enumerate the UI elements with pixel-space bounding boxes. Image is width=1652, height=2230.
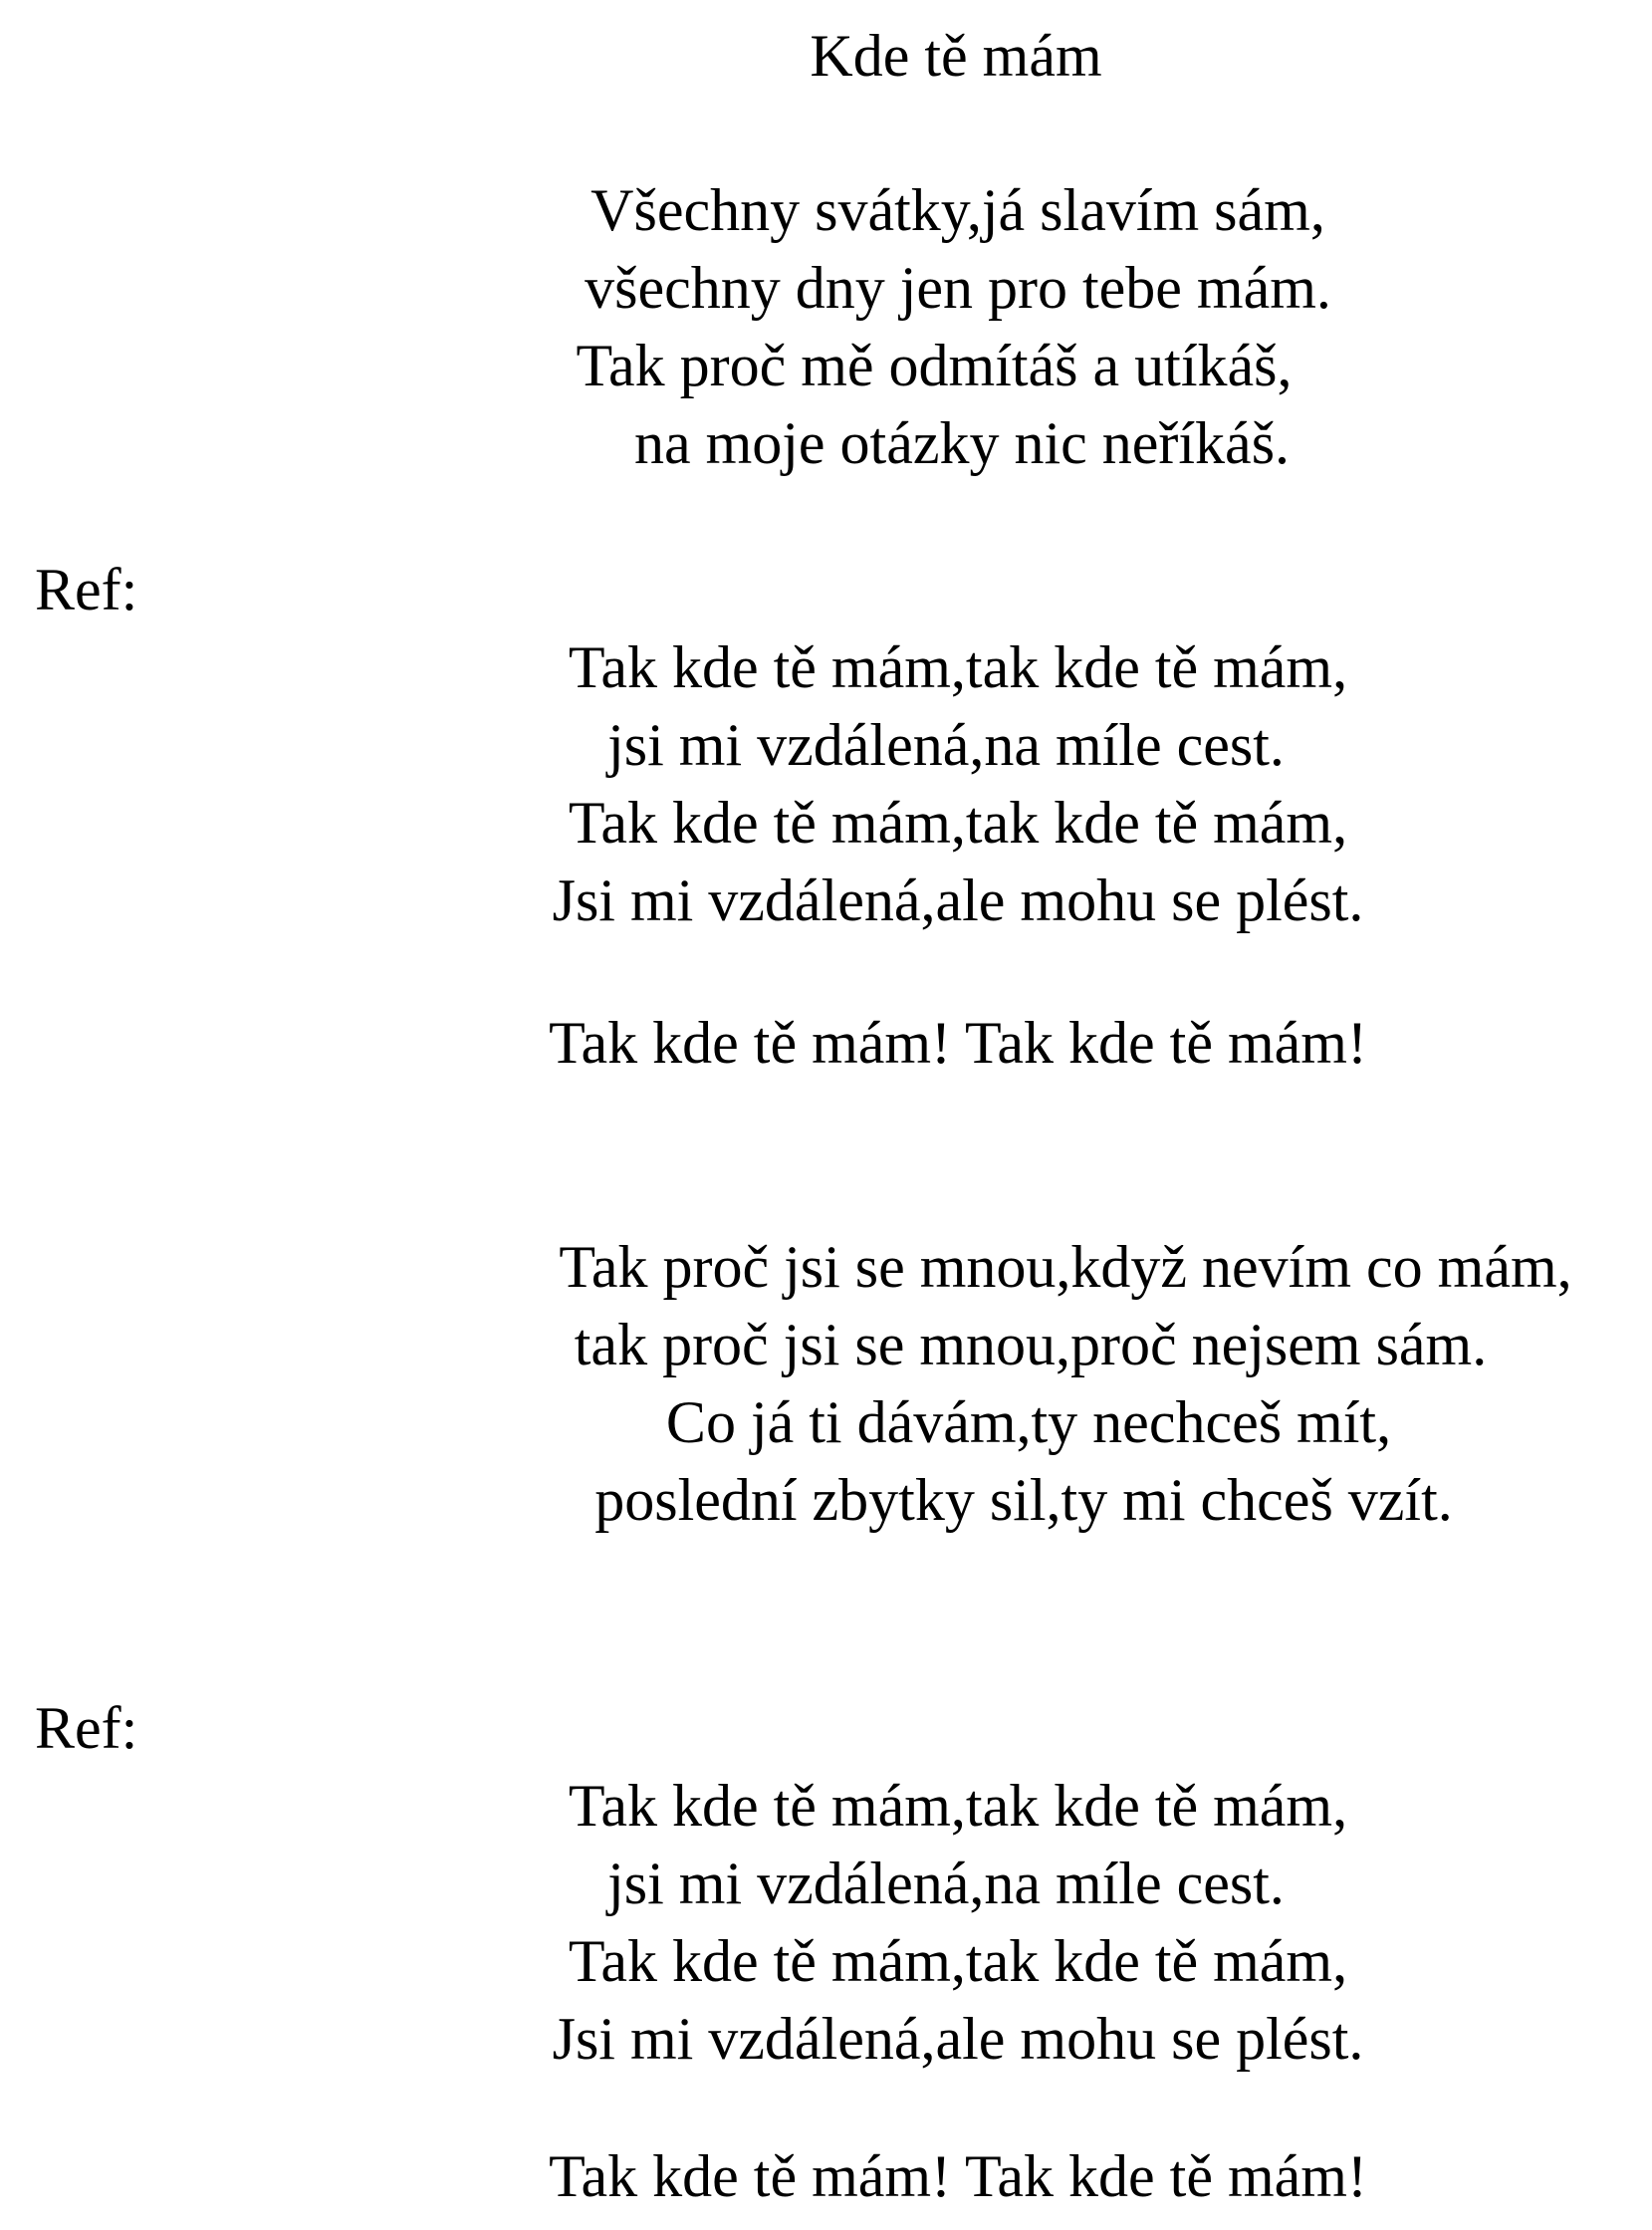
exclaim-2: Tak kde tě mám! Tak kde tě mám! bbox=[549, 2143, 1367, 2209]
chorus-2-line-1: Tak kde tě mám,tak kde tě mám, bbox=[568, 1773, 1348, 1839]
exclaim-1: Tak kde tě mám! Tak kde tě mám! bbox=[549, 1010, 1367, 1076]
verse-1-line-3: Tak proč mě odmítáš a utíkáš, bbox=[576, 333, 1293, 398]
chorus-1-line-3: Tak kde tě mám,tak kde tě mám, bbox=[568, 790, 1348, 856]
verse-2-line-4: poslední zbytky sil,ty mi chceš vzít. bbox=[594, 1467, 1453, 1533]
ref-label-1: Ref: bbox=[35, 557, 138, 622]
chorus-2-line-3: Tak kde tě mám,tak kde tě mám, bbox=[568, 1928, 1348, 1994]
ref-label-2: Ref: bbox=[35, 1695, 138, 1761]
verse-1-line-4: na moje otázky nic neříkáš. bbox=[633, 410, 1291, 476]
verse-1-line-1: Všechny svátky,já slavím sám, bbox=[590, 177, 1325, 243]
chorus-2-line-4: Jsi mi vzdálená,ale mohu se plést. bbox=[552, 2006, 1364, 2072]
chorus-1-line-1: Tak kde tě mám,tak kde tě mám, bbox=[568, 634, 1348, 700]
verse-2-line-3: Co já ti dávám,ty nechceš mít, bbox=[665, 1389, 1392, 1455]
verse-2-line-1: Tak proč jsi se mnou,když nevím co mám, bbox=[559, 1234, 1572, 1300]
chorus-1-line-4: Jsi mi vzdálená,ale mohu se plést. bbox=[552, 867, 1364, 933]
chorus-2-line-2: jsi mi vzdálená,na míle cest. bbox=[607, 1851, 1285, 1916]
verse-2-line-2: tak proč jsi se mnou,proč nejsem sám. bbox=[574, 1312, 1488, 1377]
song-title: Kde tě mám bbox=[810, 23, 1102, 89]
chorus-1-line-2: jsi mi vzdálená,na míle cest. bbox=[607, 712, 1285, 778]
verse-1-line-2: všechny dny jen pro tebe mám. bbox=[585, 255, 1331, 321]
